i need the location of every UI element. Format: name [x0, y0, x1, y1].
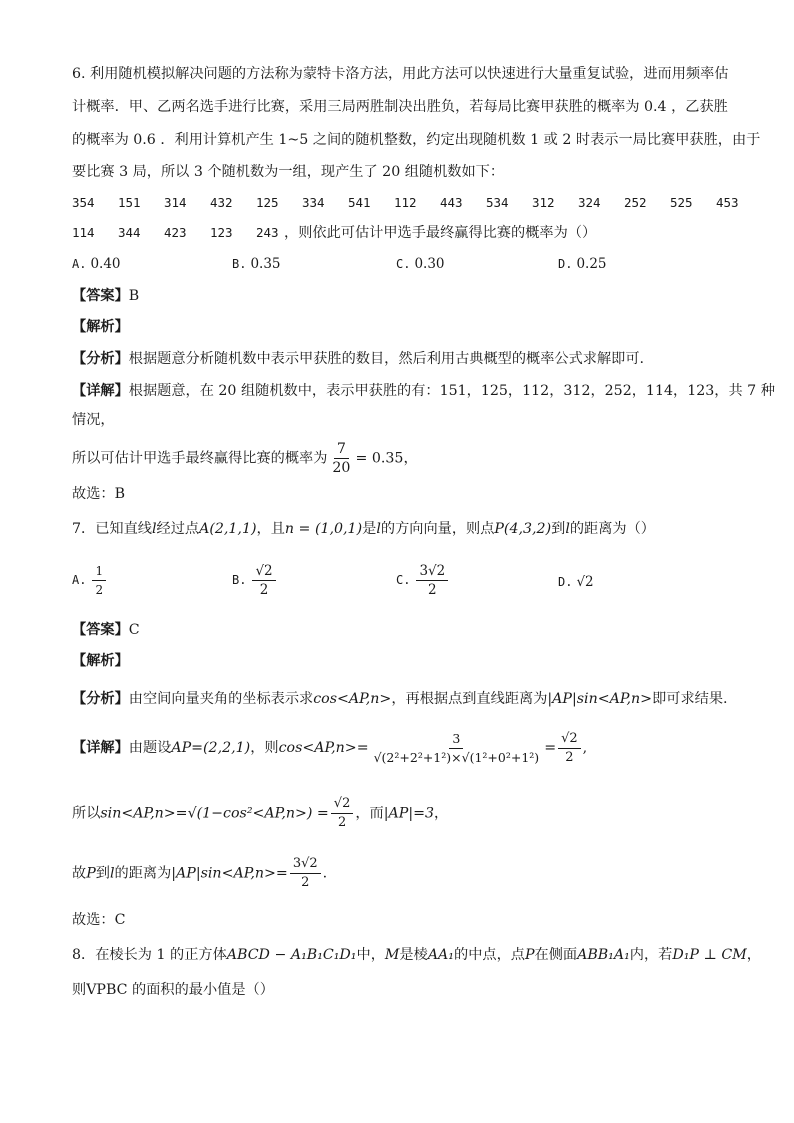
- q7-conclusion: 故选：C: [72, 912, 126, 928]
- q7-answer: 【答案】C: [72, 622, 140, 638]
- q8-stem-line-1: 8．在棱长为 1 的正方体ABCD − A₁B₁C₁D₁中，M是棱AA₁的中点，点P在侧面ABB₁A₁内，若D₁P ⊥ CM，: [72, 947, 761, 963]
- q7-xiangjie-line-1: 【详解】由题设AP=(2,2,1)，则cos<AP,n>= $\frac{3}{\text{√(2²+2²+1²)×√(1²+0²+1²)}}$ = $\frac{√2}{2}$ ,: [72, 730, 588, 765]
- random-number: 525: [670, 195, 693, 210]
- random-number: 324: [578, 195, 601, 210]
- q6-xiangjie-line-3: 所以可估计甲选手最终赢得比赛的概率为 $\frac{7}{20}$ = 0.35，: [72, 441, 418, 476]
- random-number: 453: [716, 195, 739, 210]
- random-number: 534: [486, 195, 509, 210]
- random-number: 112: [394, 195, 417, 210]
- random-number: 252: [624, 195, 647, 210]
- q6-answer: 【答案】B: [72, 288, 140, 304]
- q7-stem: 7．已知直线l经过点A(2,1,1)，且n = (1,0,1)是l的方向向量，则点P(4,3,2)到l的距离为（）: [72, 521, 655, 537]
- q6-stem-line-1: 6. 利用随机模拟解决问题的方法称为蒙特卡洛方法，用此方法可以快速进行大量重复试验，进而用频率估: [72, 66, 729, 82]
- random-number: 125: [256, 195, 279, 210]
- q6-random-numbers-row-2: [72, 223, 734, 243]
- q7-option-b: B. $\frac{√2}{2}$: [232, 562, 278, 599]
- q7-fenxi: 【分析】由空间向量夹角的坐标表示求cos<AP,n>，再根据点到直线距离为|AP|sin<AP,n>即可求结果.: [72, 691, 728, 707]
- q7-option-a: A. $\frac{1}{2}$: [72, 562, 108, 599]
- q6-stem-line-4: 要比赛 3 局，所以 3 个随机数为一组，现产生了 20 组随机数如下：: [72, 164, 505, 180]
- q6-option-d: D. 0.25: [558, 256, 607, 272]
- q6-analysis-heading: 【解析】: [72, 319, 129, 335]
- random-number: 123: [210, 225, 233, 240]
- random-number: 541: [348, 195, 371, 210]
- q6-option-a: A. 0.40: [72, 256, 121, 272]
- random-number: 354: [72, 195, 95, 210]
- q6-random-numbers-row-1: [72, 193, 739, 213]
- random-number: 314: [164, 195, 187, 210]
- q7-analysis-heading: 【解析】: [72, 653, 129, 669]
- q7-option-d: D. √2: [558, 574, 594, 590]
- random-number: 443: [440, 195, 463, 210]
- q7-option-c: C. $\frac{3√2}{2}$: [396, 562, 450, 599]
- fraction: $\frac{7}{20}$: [332, 441, 351, 476]
- q6-fenxi: 【分析】根据题意分析随机数中表示甲获胜的数目，然后利用古典概型的概率公式求解即可.: [72, 351, 645, 367]
- random-number: 312: [532, 195, 555, 210]
- q6-stem-line-2: 计概率．甲、乙两名选手进行比赛，采用三局两胜制决出胜负，若每局比赛甲获胜的概率为 0.4 ，乙获胜: [72, 99, 728, 115]
- q7-xiangjie-line-3: 故P到l的距离为|AP|sin<AP,n>= $\frac{3√2}{2}$ .: [72, 856, 328, 890]
- random-number: 151: [118, 195, 141, 210]
- q6-option-c: C. 0.30: [396, 256, 445, 272]
- q6-xiangjie-line-2: 情况，: [72, 412, 115, 428]
- q6-option-b: B. 0.35: [232, 256, 281, 272]
- q6-question-tail: ，则依此可估计甲选手最终赢得比赛的概率为（）: [284, 225, 597, 241]
- random-number: 114: [72, 225, 95, 240]
- q7-xiangjie-line-2: 所以sin<AP,n>=√(1−cos²<AP,n>) = $\frac{√2}{2}$ ，而|AP|=3，: [72, 796, 449, 830]
- q6-stem-line-3: 的概率为 0.6 ．利用计算机产生 1~5 之间的随机整数，约定出现随机数 1 或 2 时表示一局比赛甲获胜，由于: [72, 132, 761, 148]
- random-number: 243: [256, 225, 279, 240]
- random-number: 334: [302, 195, 325, 210]
- random-number: 432: [210, 195, 233, 210]
- random-number: 423: [164, 225, 187, 240]
- q8-stem-line-2: 则VPBC 的面积的最小值是（）: [72, 982, 274, 998]
- random-number: 344: [118, 225, 141, 240]
- q6-conclusion: 故选：B: [72, 486, 125, 502]
- q6-xiangjie-line-1: 【详解】根据题意，在 20 组随机数中，表示甲获胜的有：151，125，112，312，252，114，123，共 7 种: [72, 383, 775, 399]
